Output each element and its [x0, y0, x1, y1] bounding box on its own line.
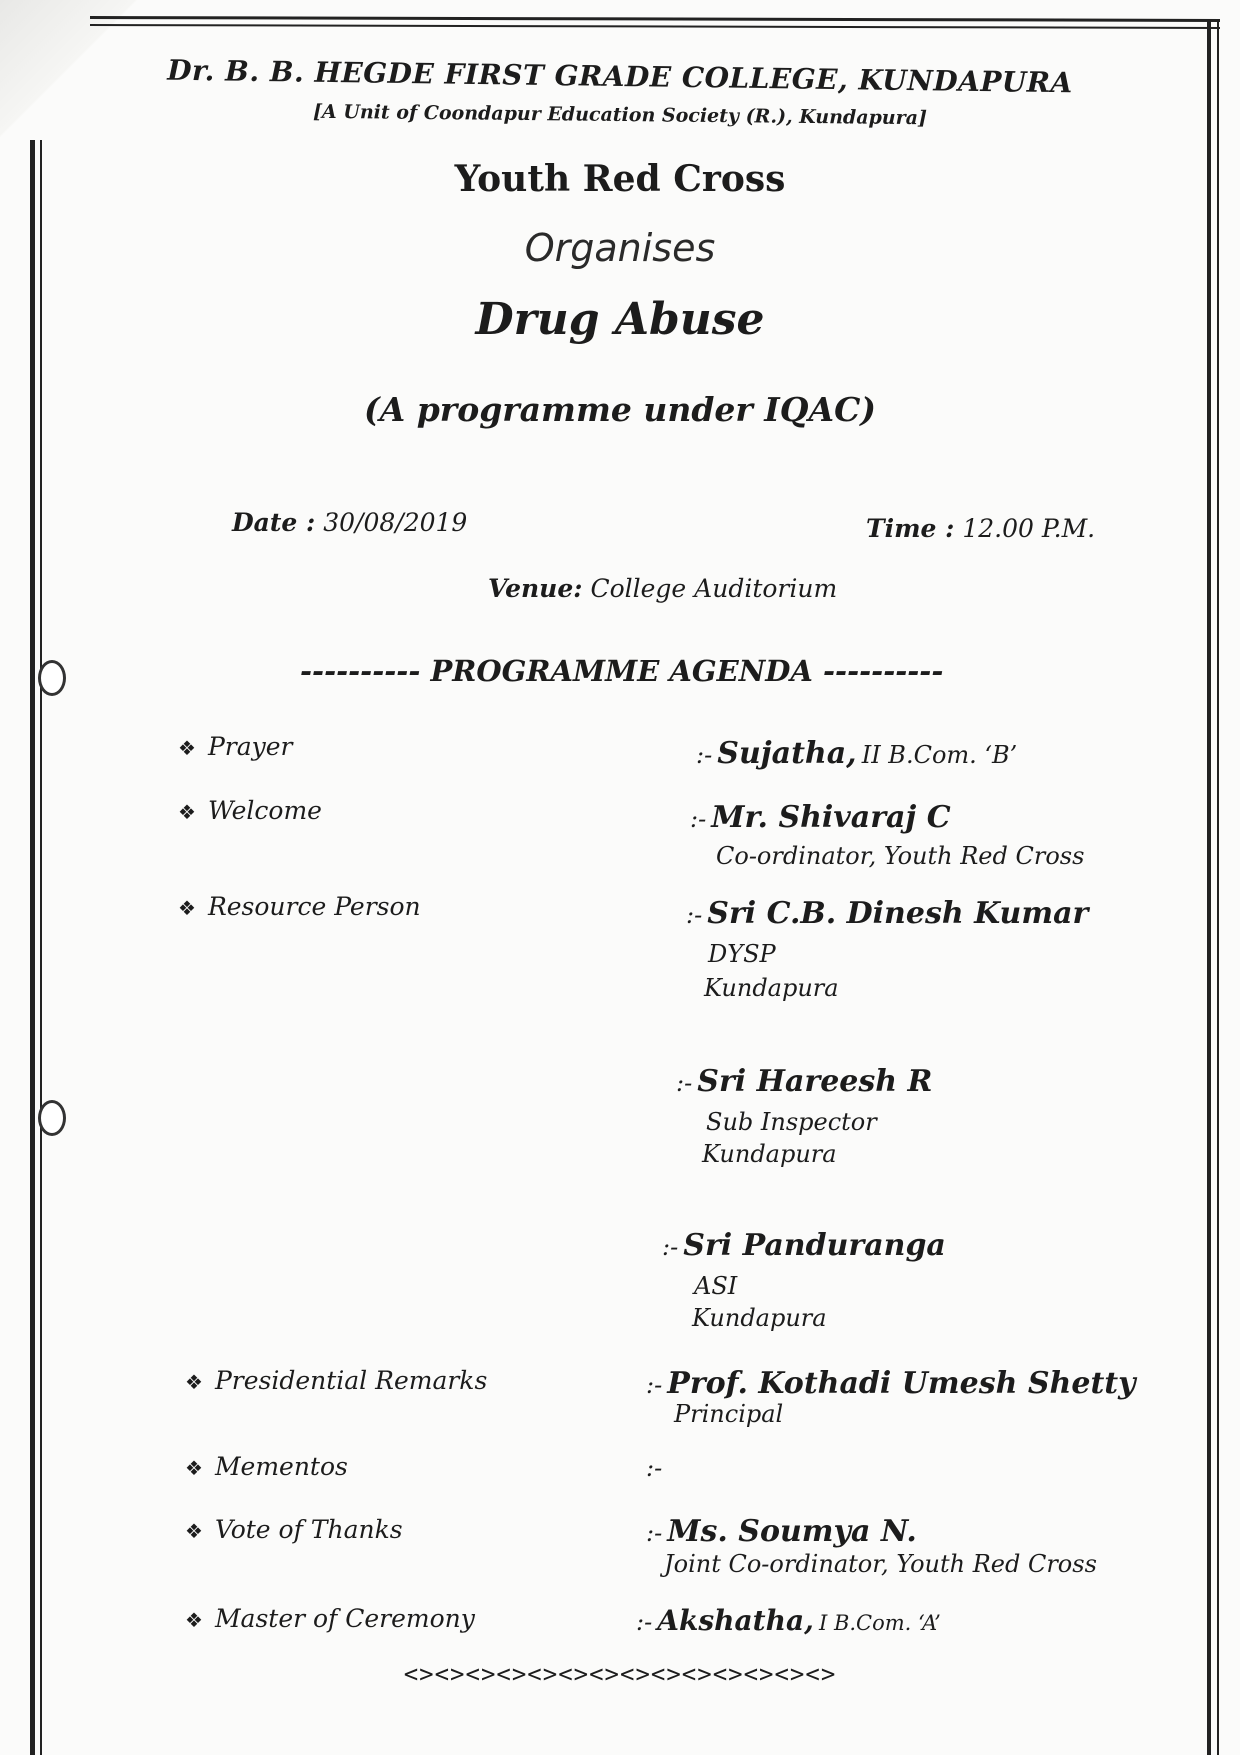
agenda-person-welcome-role: Co-ordinator, Youth Red Cross — [716, 842, 1085, 870]
agenda-person-presidential-role: Principal — [674, 1400, 784, 1428]
agenda-person-resource-3-role: ASI — [694, 1272, 738, 1300]
organises-text: Organises — [524, 226, 716, 270]
agenda-person-resource-3: :- Sri Panduranga — [662, 1228, 946, 1263]
venue-label: Venue: — [488, 574, 583, 603]
right-border-line-inner — [1217, 20, 1219, 1755]
agenda-label-master-of-ceremony: ❖ Master of Ceremony — [185, 1604, 475, 1633]
organiser-title: Youth Red Cross — [454, 158, 786, 200]
agenda-label-resource-person: ❖ Resource Person — [178, 892, 421, 921]
agenda-person-vote-of-thanks: :- Ms. Soumya N. — [646, 1514, 917, 1549]
diamond-bullet-icon: ❖ — [185, 1370, 203, 1394]
diamond-bullet-icon: ❖ — [178, 736, 196, 760]
right-border-line — [1207, 20, 1211, 1755]
left-border-line — [30, 140, 35, 1755]
college-name: Dr. B. B. HEGDE FIRST GRADE COLLEGE, KUNDAPURA — [166, 53, 1074, 100]
agenda-person-resource-2: :- Sri Hareesh R — [676, 1064, 933, 1099]
diamond-bullet-icon: ❖ — [185, 1519, 203, 1543]
college-unit: [A Unit of Coondapur Education Society (R.), Kundapura] — [312, 100, 928, 130]
agenda-label-welcome: ❖ Welcome — [178, 796, 322, 825]
date-value: 30/08/2019 — [323, 508, 468, 537]
agenda-person-mementos: :- — [646, 1454, 663, 1482]
agenda-person-resource-1: :- Sri C.B. Dinesh Kumar — [686, 896, 1089, 931]
venue-value: College Auditorium — [590, 574, 838, 603]
event-date — [232, 508, 467, 537]
agenda-person-prayer: :- Sujatha, II B.Com. ‘B’ — [696, 736, 1018, 771]
agenda-label-mementos: ❖ Mementos — [185, 1452, 348, 1481]
agenda-person-resource-1-role: DYSP — [708, 940, 776, 968]
top-border-line-inner — [90, 24, 1220, 29]
agenda-person-master-of-ceremony: :- Akshatha, I B.Com. ‘A’ — [636, 1604, 941, 1637]
top-border-line — [90, 16, 1220, 22]
agenda-label-presidential-remarks: ❖ Presidential Remarks — [185, 1366, 488, 1395]
agenda-label-vote-of-thanks: ❖ Vote of Thanks — [185, 1515, 403, 1544]
agenda-person-resource-3-place: Kundapura — [692, 1304, 827, 1332]
time-label: Time : — [866, 514, 955, 543]
date-label: Date : — [232, 508, 316, 537]
agenda-heading: ---------- PROGRAMME AGENDA ---------- — [300, 654, 944, 688]
event-title: Drug Abuse — [475, 294, 765, 345]
agenda-person-vote-of-thanks-role: Joint Co-ordinator, Youth Red Cross — [664, 1550, 1097, 1578]
agenda-label-prayer: ❖ Prayer — [178, 732, 293, 761]
diamond-bullet-icon: ❖ — [185, 1456, 203, 1480]
punch-hole-icon — [38, 660, 66, 696]
diamond-bullet-icon: ❖ — [178, 800, 196, 824]
agenda-person-resource-2-place: Kundapura — [702, 1140, 837, 1168]
diamond-bullet-icon: ❖ — [185, 1608, 203, 1632]
footer-ornament: <><><><><><><><><><><><><><> — [403, 1660, 837, 1688]
agenda-person-welcome: :- Mr. Shivaraj C — [690, 800, 951, 835]
agenda-person-presidential-remarks: :- Prof. Kothadi Umesh Shetty — [646, 1366, 1136, 1401]
event-time — [866, 514, 1095, 543]
programme-note: (A programme under IQAC) — [364, 390, 876, 429]
left-border-line-inner — [40, 140, 42, 1755]
event-venue — [488, 574, 837, 603]
agenda-person-resource-1-place: Kundapura — [704, 974, 839, 1002]
agenda-person-resource-2-role: Sub Inspector — [706, 1108, 877, 1136]
time-value: 12.00 P.M. — [962, 514, 1096, 543]
punch-hole-icon — [38, 1100, 66, 1136]
diamond-bullet-icon: ❖ — [178, 896, 196, 920]
